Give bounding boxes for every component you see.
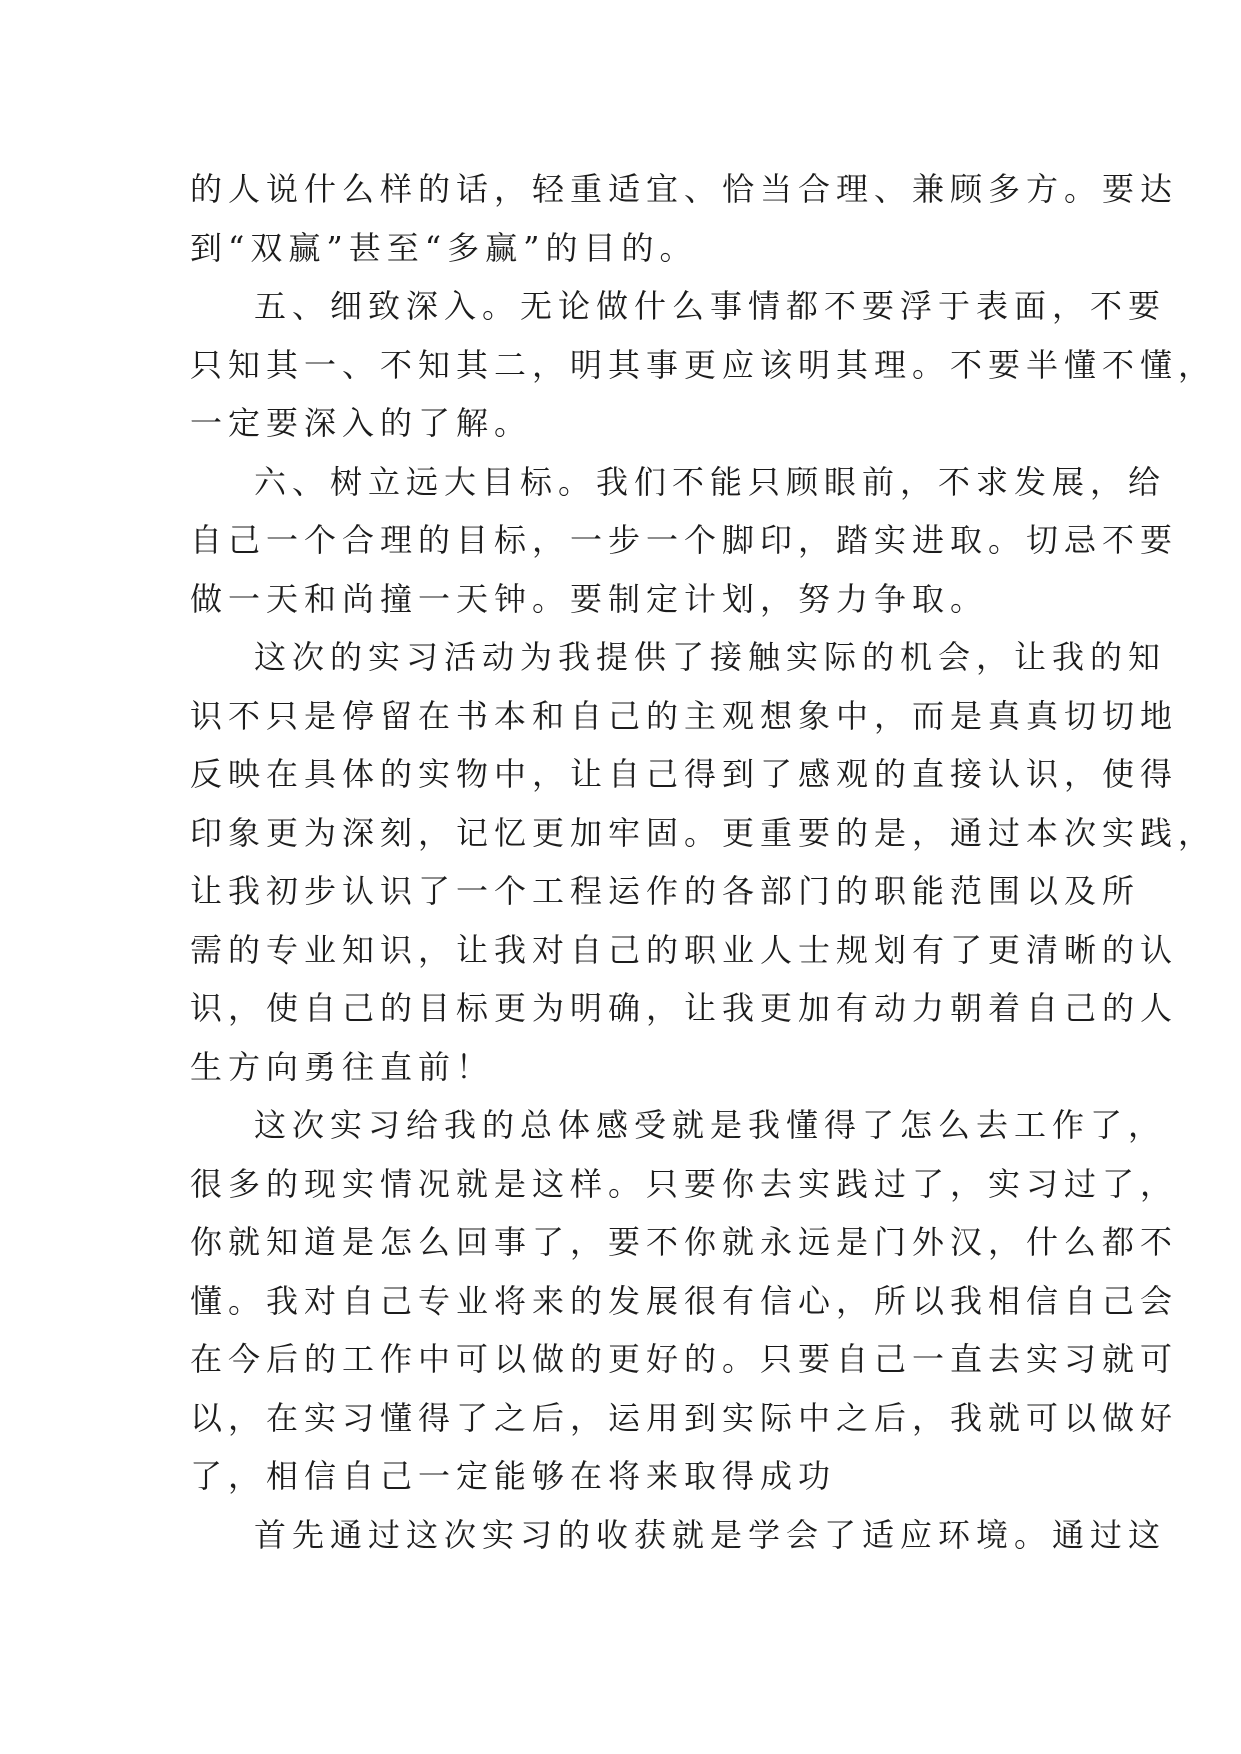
text-line: 了，相信自己一定能够在将来取得成功 [190, 1457, 837, 1495]
text-line: 很多的现实情况就是这样。只要你去实践过了，实习过了， [190, 1164, 1179, 1203]
text-line: 自己一个合理的目标，一步一个脚印，踏实进取。切忌不要 [190, 521, 1179, 559]
text-line: 的人说什么样的话，轻重适宜、恰当合理、兼顾多方。要达 [190, 170, 1179, 208]
text-line: 做一天和尚撞一天钟。要制定计划，努力争取。 [190, 579, 989, 618]
text-line: 反映在具体的实物中，让自己得到了感观的直接认识，使得 [190, 755, 1179, 793]
text-line: 识，使自己的目标更为明确，让我更加有动力朝着自己的人 [190, 989, 1179, 1027]
text-line: 印象更为深刻，记忆更加牢固。更重要的是，通过本次实践， [190, 813, 1217, 852]
text-line: 五、细致深入。无论做什么事情都不要浮于表面，不要 [254, 287, 1167, 325]
text-line: 到“双赢”甚至“多赢”的目的。 [190, 228, 698, 267]
text-line: 这次实习给我的总体感受就是我懂得了怎么去工作了， [254, 1106, 1167, 1144]
text-line: 生方向勇往直前！ [190, 1047, 495, 1086]
text-line: 只知其一、不知其二，明其事更应该明其理。不要半懂不懂， [190, 345, 1217, 384]
text-line: 这次的实习活动为我提供了接触实际的机会，让我的知 [254, 638, 1167, 676]
text-line: 懂。我对自己专业将来的发展很有信心，所以我相信自己会 [190, 1281, 1179, 1320]
text-line: 识不只是停留在书本和自己的主观想象中，而是真真切切地 [190, 696, 1179, 735]
text-line: 在今后的工作中可以做的更好的。只要自己一直去实习就可 [190, 1340, 1179, 1378]
text-line: 以，在实习懂得了之后，运用到实际中之后，我就可以做好 [190, 1398, 1179, 1437]
document-body [190, 160, 1217, 1564]
text-line: 一定要深入的了解。 [190, 404, 533, 442]
text-line: 六、树立远大目标。我们不能只顾眼前，不求发展，给 [254, 462, 1167, 501]
text-line: 首先通过这次实习的收获就是学会了适应环境。通过这 [254, 1515, 1167, 1554]
text-line: 让我初步认识了一个工程运作的各部门的职能范围以及所 [190, 872, 1141, 910]
text-line: 需的专业知识，让我对自己的职业人士规划有了更清晰的认 [190, 930, 1179, 969]
text-line: 你就知道是怎么回事了，要不你就永远是门外汉，什么都不 [190, 1223, 1179, 1261]
